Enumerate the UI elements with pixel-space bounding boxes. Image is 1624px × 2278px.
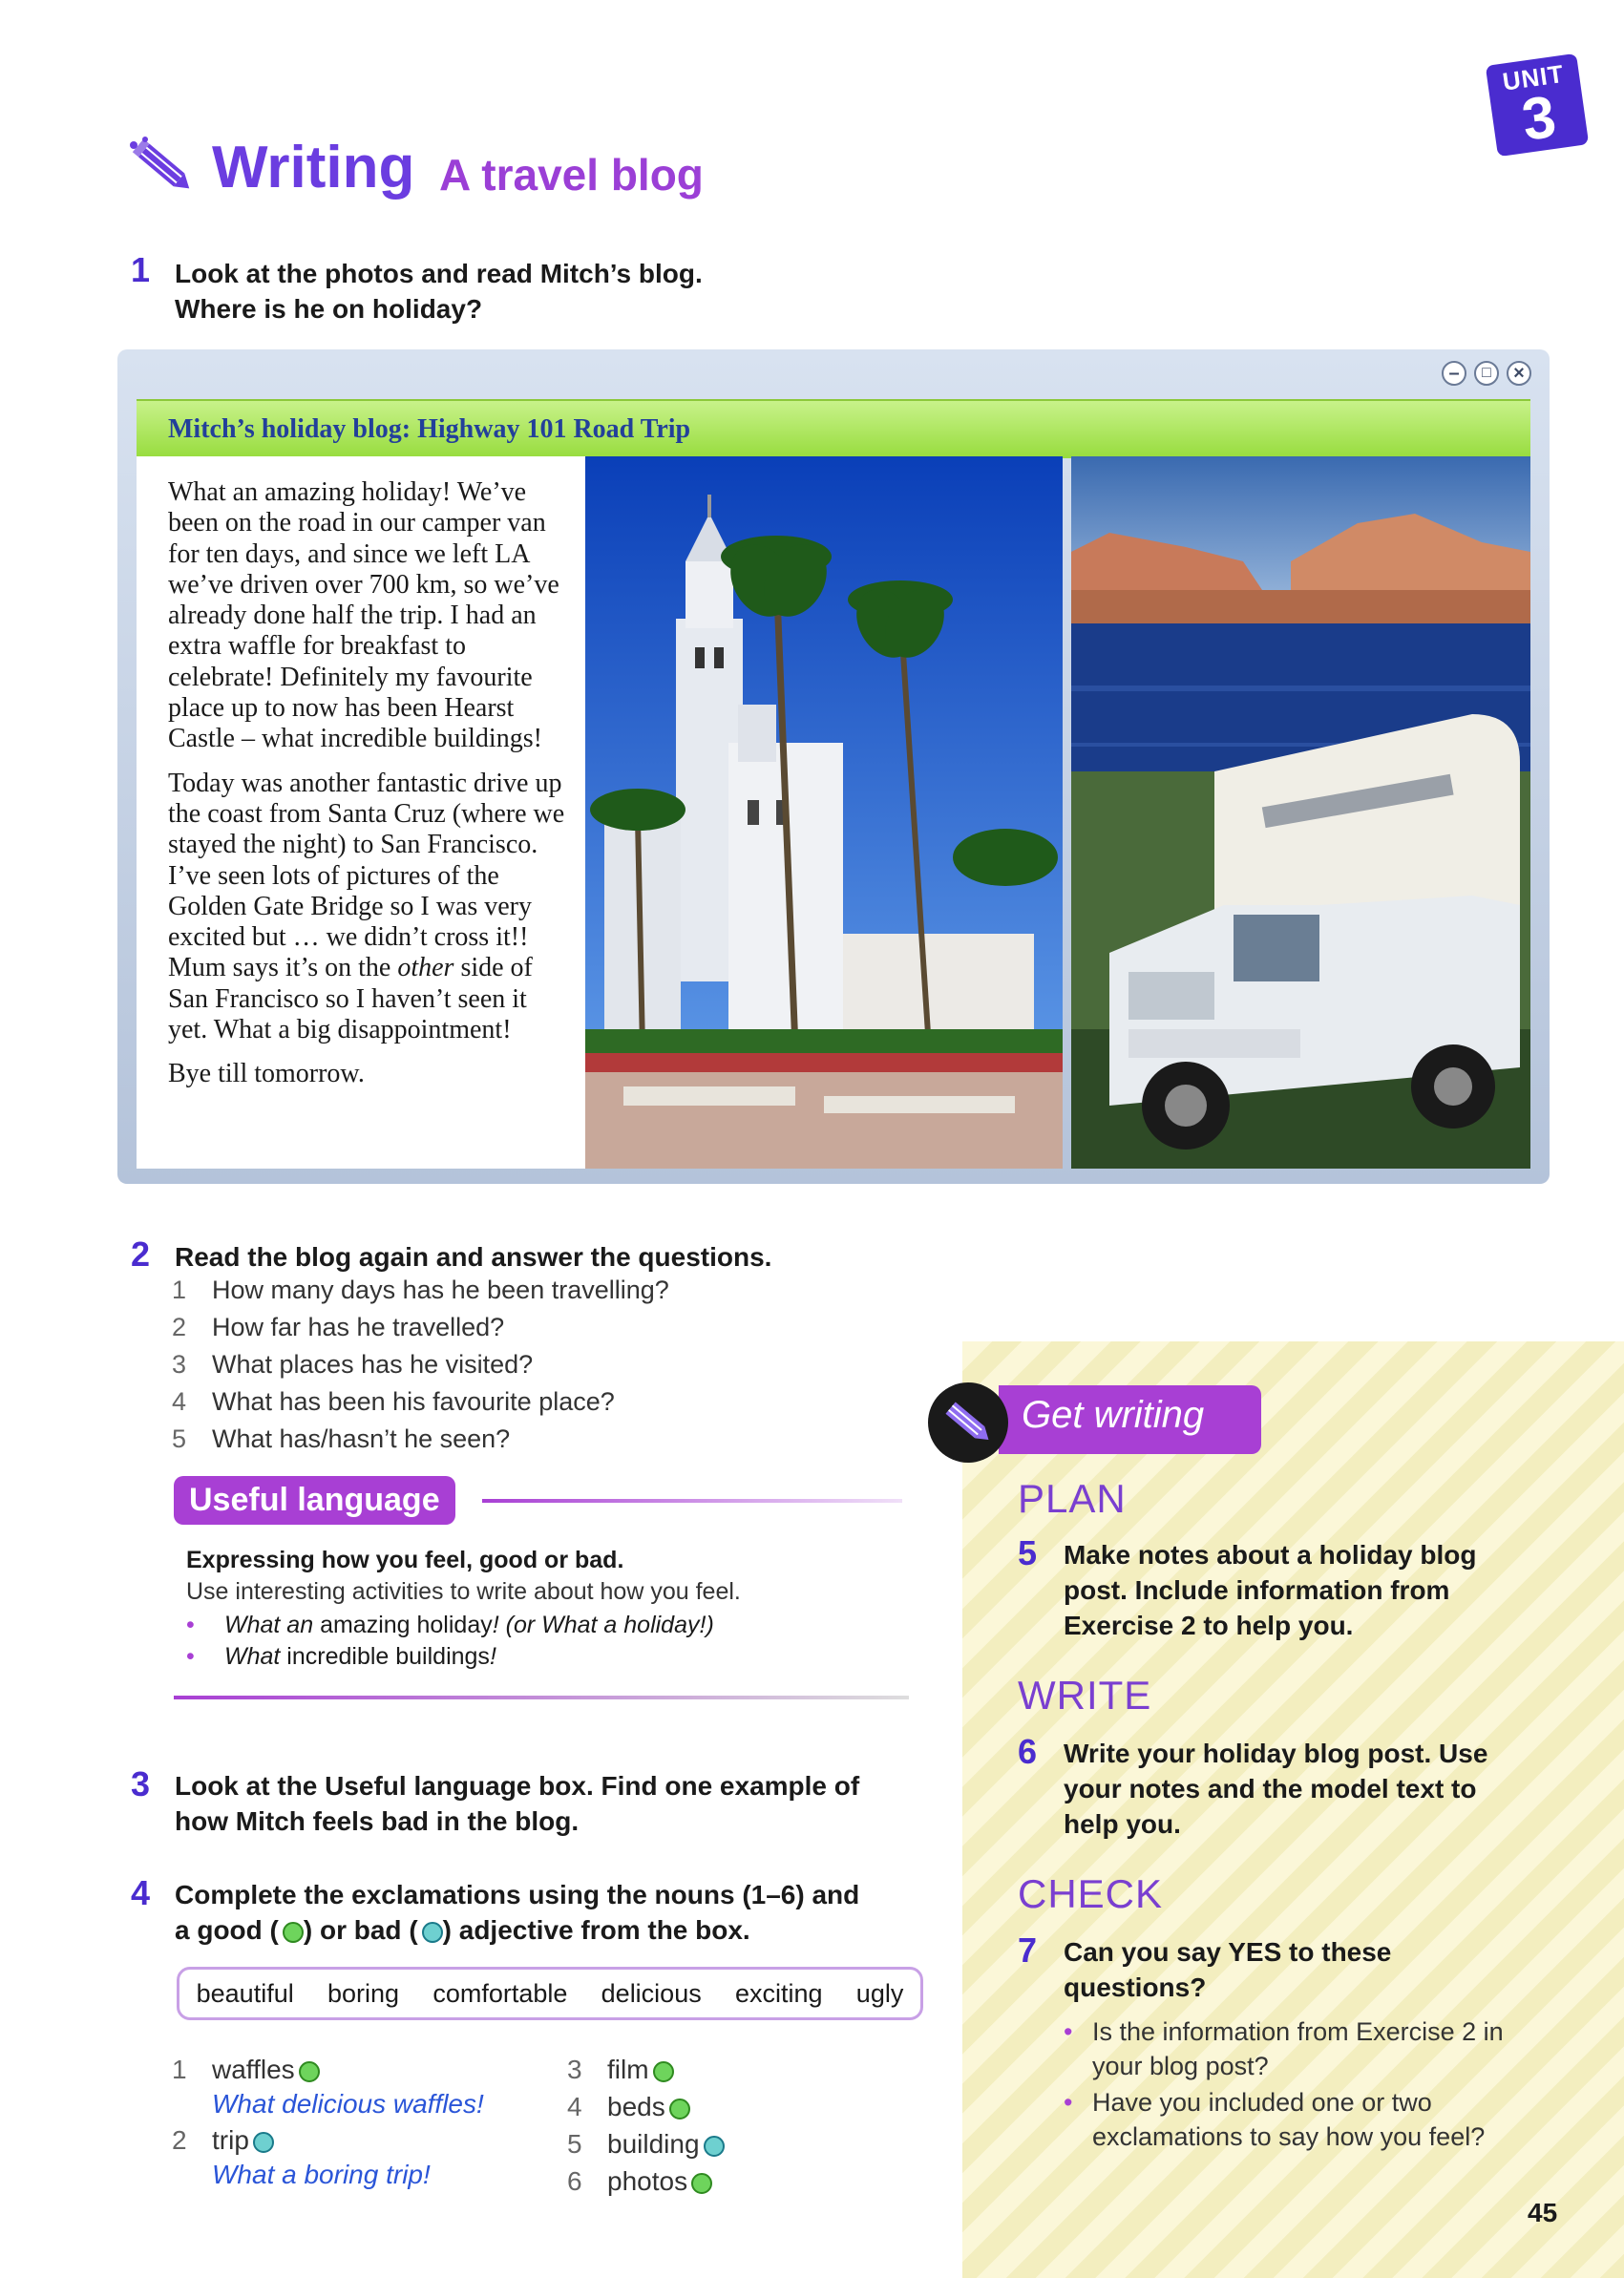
list-item (172, 1387, 745, 1424)
word-box-item: boring (327, 1978, 400, 2008)
word-box-item: ugly (855, 1978, 904, 2008)
bullet-icon: • (1064, 2017, 1073, 2046)
item-number: 4 (567, 2092, 582, 2121)
minimize-icon[interactable]: – (1442, 361, 1466, 386)
ex7-number: 7 (1018, 1930, 1038, 1970)
blog-paragraph-1: What an amazing holiday! We’ve been on the road in our camper van for ten days, and since we left LA we’ve driven over 700 km, so we’ve already done half the trip. I had an extra waffle for breakfast to celebrate! Definitely my favourite place up to now has been Hearst Castle – what incredible buildings! (168, 477, 559, 754)
example-2-a: What (224, 1643, 287, 1670)
ex6-line1: Write your holiday blog post. Use (1064, 1739, 1488, 1768)
useful-language-box (186, 1547, 874, 1673)
ex1-line1: Look at the photos and read Mitch’s blog. (175, 259, 703, 288)
list-item (172, 1350, 745, 1387)
example-2-b: incredible buildings (286, 1643, 490, 1670)
list-item (172, 1424, 745, 1462)
close-icon[interactable]: × (1507, 361, 1531, 386)
ex3-instruction (175, 1768, 859, 1839)
ex2-number: 2 (131, 1234, 151, 1274)
useful-language-example-2 (186, 1641, 874, 1673)
word-box-item: beautiful (196, 1978, 294, 2008)
ex1-line2: Where is he on holiday? (175, 294, 483, 324)
check-heading: CHECK (1018, 1871, 1164, 1916)
word-box-item: comfortable (432, 1978, 568, 2008)
ex4-line2-b: ) or bad ( (303, 1915, 418, 1945)
camper-van-photo (1071, 456, 1530, 1169)
item-number: 2 (172, 2125, 187, 2155)
checklist-line: exclamations to say how you feel? (1092, 2122, 1486, 2151)
useful-language-example-1 (186, 1610, 874, 1641)
list-item (172, 1313, 745, 1350)
ex6-line3: help you. (1064, 1809, 1181, 1839)
blog-paragraph-2 (168, 769, 569, 1046)
ex2-question-list (172, 1276, 745, 1462)
ex4-number: 4 (131, 1873, 151, 1912)
question-text: What has been his favourite place? (212, 1387, 615, 1416)
ex3-line2: how Mitch feels bad in the blog. (175, 1806, 580, 1836)
question-number: 2 (172, 1313, 187, 1341)
ex4-line1: Complete the exclamations using the nouns (1–6) and (175, 1880, 860, 1909)
page-title: Writing (212, 135, 415, 200)
ex5-line2: post. Include information from (1064, 1575, 1450, 1605)
ex4-item-4 (567, 2092, 690, 2122)
bullet-icon: • (186, 1612, 195, 1638)
ex4-item-3 (567, 2055, 674, 2085)
ex6-number: 6 (1018, 1732, 1038, 1771)
item-word: trip (212, 2125, 249, 2155)
ex3-line1: Look at the Useful language box. Find one example of (175, 1771, 860, 1801)
word-box-item: delicious (601, 1978, 702, 2008)
useful-language-divider (482, 1499, 902, 1503)
blog-text (168, 477, 569, 1104)
ex4-instruction (175, 1877, 859, 1948)
blog-paragraph-2-b: side of San Francisco so I haven’t seen it yet. What a big disappointment! (168, 953, 533, 1045)
bullet-icon: • (1064, 2088, 1073, 2117)
ex7-line1: Can you say YES to these (1064, 1937, 1392, 1967)
checklist (1064, 2014, 1598, 2154)
useful-language-bottom-rule (174, 1696, 909, 1699)
unit-number: 3 (1518, 83, 1560, 154)
question-number: 5 (172, 1424, 187, 1453)
ex3-number: 3 (131, 1764, 151, 1803)
question-text: How far has he travelled? (212, 1313, 505, 1341)
question-number: 3 (172, 1350, 187, 1379)
ex4-answer-2: What a boring trip! (212, 2160, 431, 2189)
maximize-icon[interactable]: □ (1474, 361, 1499, 386)
ex4-item-6 (567, 2166, 712, 2197)
ex5-line1: Make notes about a holiday blog (1064, 1540, 1477, 1570)
question-number: 1 (172, 1276, 187, 1304)
item-word: photos (607, 2166, 688, 2196)
list-item (1064, 2014, 1598, 2083)
blog-paragraph-3: Bye till tomorrow. (168, 1059, 365, 1089)
smiley-good-icon (283, 1922, 304, 1943)
smiley-good-icon (299, 2061, 320, 2082)
list-item (1064, 2085, 1598, 2154)
example-1-b: amazing holiday (320, 1612, 493, 1638)
pencil-icon (936, 1390, 1001, 1455)
useful-language-tag: Useful language (174, 1476, 455, 1525)
question-text: What places has he visited? (212, 1350, 534, 1379)
get-writing-title: Get writing (1022, 1394, 1205, 1436)
useful-language-heading: Expressing how you feel, good or bad. (186, 1547, 624, 1573)
ex7-line2: questions? (1064, 1972, 1207, 2002)
example-1-c: ! (or What a holiday!) (492, 1612, 714, 1638)
ex5-line3: Exercise 2 to help you. (1064, 1611, 1354, 1640)
checklist-line: Have you included one or two (1092, 2088, 1432, 2117)
ex4-line2 (175, 1912, 859, 1948)
ex1-number: 1 (131, 250, 151, 289)
ex6-instruction (1064, 1736, 1487, 1842)
castle-photo (585, 456, 1063, 1169)
smiley-good-icon (669, 2099, 690, 2120)
smiley-good-icon (691, 2173, 712, 2194)
item-word: beds (607, 2092, 665, 2121)
item-number: 3 (567, 2055, 582, 2084)
ex1-instruction (175, 256, 703, 327)
ex4-item-2 (172, 2125, 274, 2156)
write-heading: WRITE (1018, 1673, 1152, 1718)
ex5-number: 5 (1018, 1533, 1038, 1572)
plan-heading: PLAN (1018, 1476, 1127, 1521)
ex4-answer-1: What delicious waffles! (212, 2089, 484, 2119)
blog-paragraph-2-a: Today was another fantastic drive up the coast from Santa Cruz (where we stayed the night) to San Francisco. I’ve seen lots of pictures of the Golden Gate Bridge so I was very excited but … we didn’t cross it!! Mum says it’s on the (168, 768, 565, 983)
item-word: building (607, 2129, 700, 2159)
ex7-instruction (1064, 1934, 1391, 2005)
item-number: 1 (172, 2055, 187, 2084)
page-number: 45 (1528, 2198, 1558, 2227)
ex4-line2-a: a good ( (175, 1915, 279, 1945)
item-word: film (607, 2055, 649, 2084)
pencil-icon (124, 134, 200, 200)
ex5-instruction (1064, 1537, 1477, 1643)
list-item (172, 1276, 745, 1313)
ex4-item-5 (567, 2129, 725, 2160)
smiley-bad-icon (253, 2132, 274, 2153)
example-1-a: What an (224, 1612, 321, 1638)
unit-label: UNIT (1500, 58, 1567, 96)
ex2-instruction: Read the blog again and answer the questions. (175, 1242, 772, 1272)
ex6-line2: your notes and the model text to (1064, 1774, 1477, 1803)
bullet-icon: • (186, 1643, 195, 1670)
blog-heading: Mitch’s holiday blog: Highway 101 Road Trip (168, 414, 691, 444)
checklist-line: Is the information from Exercise 2 in (1092, 2017, 1504, 2046)
example-2-c: ! (489, 1643, 496, 1670)
useful-language-description: Use interesting activities to write about how you feel. (186, 1578, 741, 1605)
smiley-bad-icon (704, 2136, 725, 2157)
item-number: 5 (567, 2129, 582, 2159)
blog-paragraph-2-em: other (397, 953, 454, 983)
ex4-line2-c: ) adjective from the box. (442, 1915, 750, 1945)
page-subtitle: A travel blog (439, 150, 704, 200)
question-text: What has/hasn’t he seen? (212, 1424, 511, 1453)
checklist-line: your blog post? (1092, 2052, 1269, 2080)
unit-badge (1486, 53, 1589, 157)
smiley-good-icon (653, 2061, 674, 2082)
ex4-item-1 (172, 2055, 320, 2085)
item-number: 6 (567, 2166, 582, 2196)
question-text: How many days has he been travelling? (212, 1276, 669, 1304)
word-box-item: exciting (734, 1978, 823, 2008)
smiley-bad-icon (422, 1922, 443, 1943)
adjective-word-box (177, 1967, 923, 2020)
question-number: 4 (172, 1387, 187, 1416)
item-word: waffles (212, 2055, 295, 2084)
